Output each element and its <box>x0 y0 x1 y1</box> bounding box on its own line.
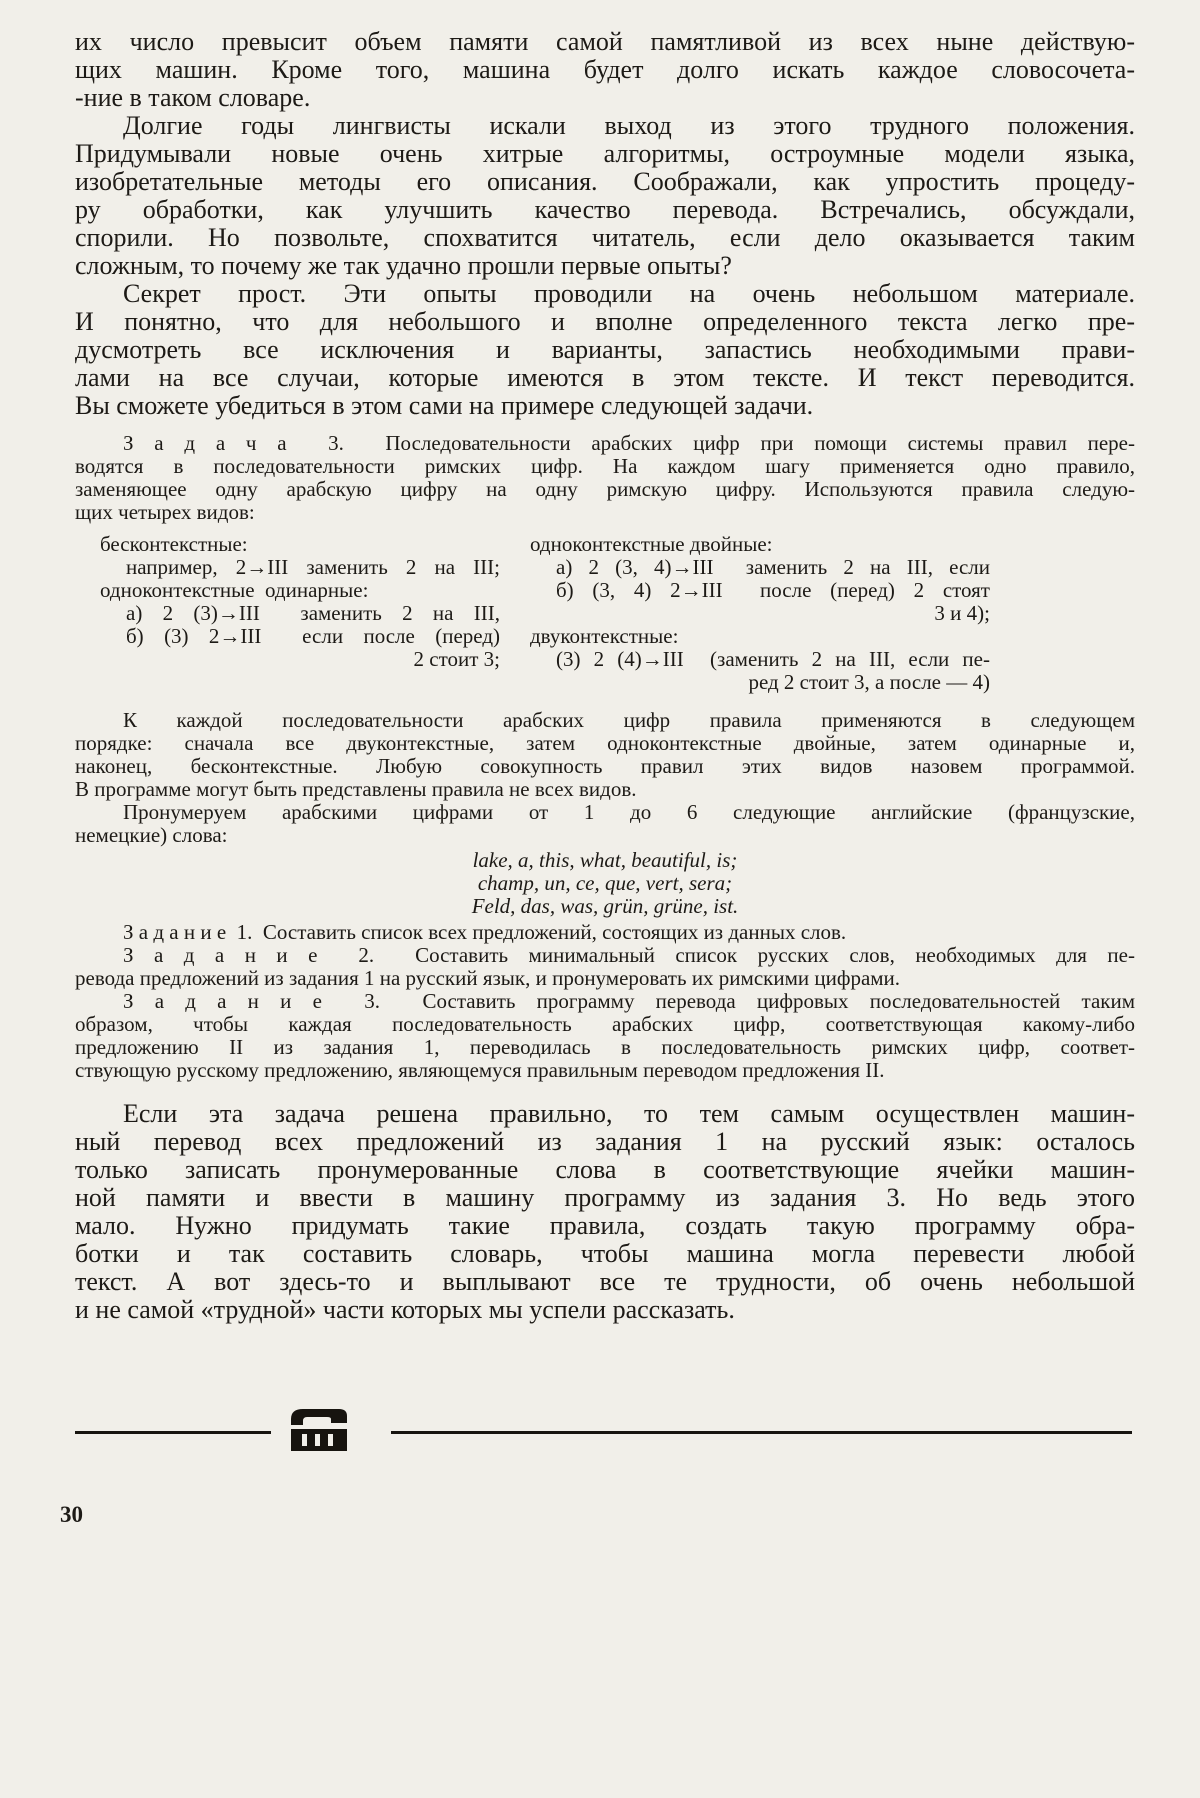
text-line: заменяющее одну арабскую цифру на одну римскую цифру. Используются правила следую- <box>75 477 1135 501</box>
text-line: и не самой «трудной» части которых мы успели рассказать. <box>75 1295 735 1324</box>
text-line: двуконтекстные: <box>530 624 679 648</box>
page-number: 30 <box>60 1502 83 1527</box>
text-line: ной памяти и ввести в машину программу из задания 3. Но ведь этого <box>75 1183 1135 1212</box>
text-line: З а д а н и е 1. Составить список всех предложений, состоящих из данных слов. <box>123 920 847 944</box>
text-line: lake, a, this, what, beautiful, is; <box>472 848 738 872</box>
text-line: -ние в таком словаре. <box>75 83 311 112</box>
text-line: наконец, бесконтекстные. Любую совокупность правил этих видов назовем программой. <box>75 754 1135 778</box>
text-line: одноконтекстные одинарные: <box>100 578 369 602</box>
publisher-logo-icon <box>281 1405 381 1455</box>
text-line: Долгие годы лингвисты искали выход из этого трудного положения. <box>123 111 1135 140</box>
text-line: щих четырех видов: <box>75 500 255 524</box>
text-line: 2 стоит 3; <box>413 647 500 671</box>
text-line: только записать пронумерованные слова в соответствующие ячейки машин- <box>75 1155 1135 1184</box>
text-line: а) 2 (3, 4)→III заменить 2 на III, если <box>556 555 990 579</box>
text-line: ствующую русскому предложению, являющемуся правильным переводом предложения II. <box>75 1058 885 1082</box>
divider-rule-left <box>75 1431 271 1434</box>
rules-columns-right <box>530 533 990 694</box>
text-line: одноконтекстные двойные: <box>530 532 773 556</box>
text-line: Пронумеруем арабскими цифрами от 1 до 6 следующие английские (французские, <box>123 800 1135 824</box>
text-line: бесконтекстные: <box>100 532 248 556</box>
task-3-statement <box>75 432 1135 524</box>
para-secret <box>75 280 1135 420</box>
text-line: К каждой последовательности арабских цифр правила применяются в следующем <box>123 708 1135 732</box>
text-line: лами на все случаи, которые имеются в этом тексте. И текст переводится. <box>75 363 1135 392</box>
text-line: З а д а ч а 3. Последовательности арабских цифр при помощи системы правил пере- <box>123 431 1135 455</box>
text-line: Если эта задача решена правильно, то тем самым осуществлен машин- <box>123 1099 1135 1128</box>
word-lists <box>75 849 1135 918</box>
page-content <box>75 28 1135 1324</box>
text-line: (3) 2 (4)→III (заменить 2 на III, если пе- <box>556 647 990 671</box>
para-numbering-intro <box>75 801 1135 847</box>
text-line: ревода предложений из задания 1 на русский язык, и пронумеровать их римскими цифрами. <box>75 966 901 990</box>
text-line: водятся в последовательности римских цифр. На каждом шагу применяется одно правило, <box>75 454 1135 478</box>
assignment-1 <box>75 921 1135 944</box>
para-rule-order <box>75 709 1135 801</box>
text-line: а) 2 (3)→III заменить 2 на III, <box>126 601 500 625</box>
text-line: Секрет прост. Эти опыты проводили на очень небольшом материале. <box>123 279 1135 308</box>
text-line: И понятно, что для небольшого и вполне определенного текста легко пре- <box>75 307 1135 336</box>
rules-columns <box>75 533 1135 694</box>
para-continuation <box>75 28 1135 112</box>
rules-columns-left <box>100 533 500 694</box>
text-line: champ, un, ce, que, vert, sera; <box>477 871 733 895</box>
text-line: порядке: сначала все двуконтекстные, затем одноконтекстные двойные, затем одинарные и, <box>75 731 1135 755</box>
text-line: их число превысит объем памяти самой памятливой из всех ныне действую- <box>75 27 1135 56</box>
text-line: Вы сможете убедиться в этом сами на примере следующей задачи. <box>75 391 814 420</box>
text-line: ботки и так составить словарь, чтобы машина могла перевести любой <box>75 1239 1135 1268</box>
text-line: Feld, das, was, grün, grüne, ist. <box>471 894 739 918</box>
text-line: изобретательные методы его описания. Соображали, как упростить процеду- <box>75 167 1135 196</box>
text-line: спорили. Но позвольте, спохватится читатель, если дело оказывается таким <box>75 223 1135 252</box>
text-line: б) (3) 2→III если после (перед) <box>126 624 500 648</box>
para-search-for-solution <box>75 112 1135 280</box>
text-line: 3 и 4); <box>934 601 990 625</box>
text-line: Придумывали новые очень хитрые алгоритмы, остроумные модели языка, <box>75 139 1135 168</box>
assignment-2 <box>75 944 1135 990</box>
divider-rule-right <box>391 1431 1132 1434</box>
text-line: предложению II из задания 1, переводилась в последовательность римских цифр, соответ- <box>75 1035 1135 1059</box>
text-line: например, 2→III заменить 2 на III; <box>126 555 500 579</box>
text-line: дусмотреть все исключения и варианты, запастись необходимыми прави- <box>75 335 1135 364</box>
text-line: сложным, то почему же так удачно прошли первые опыты? <box>75 251 732 280</box>
text-line: текст. А вот здесь-то и выплывают все те трудности, об очень небольшой <box>75 1267 1135 1296</box>
assignment-3 <box>75 990 1135 1082</box>
text-line: ру обработки, как улучшить качество перевода. Встречались, обсуждали, <box>75 195 1135 224</box>
text-line: щих машин. Кроме того, машина будет долго искать каждое словосочета- <box>75 55 1135 84</box>
text-line: З а д а н и е 2. Составить минимальный список русских слов, необходимых для пе- <box>123 943 1135 967</box>
text-line: б) (3, 4) 2→III после (перед) 2 стоят <box>556 578 990 602</box>
section-divider <box>75 1407 1132 1457</box>
text-line: образом, чтобы каждая последовательность арабских цифр, соответствующая какому-либо <box>75 1012 1135 1036</box>
text-line: немецкие) слова: <box>75 823 228 847</box>
text-line: ный перевод всех предложений из задания 1 на русский язык: осталось <box>75 1127 1135 1156</box>
text-line: З а д а н и е 3. Составить программу перевода цифровых последовательностей таким <box>123 989 1135 1013</box>
text-line: ред 2 стоит 3, а после — 4) <box>748 670 990 694</box>
text-line: В программе могут быть представлены правила не всех видов. <box>75 777 637 801</box>
text-line: мало. Нужно придумать такие правила, создать такую программу обра- <box>75 1211 1135 1240</box>
para-conclusion <box>75 1100 1135 1324</box>
